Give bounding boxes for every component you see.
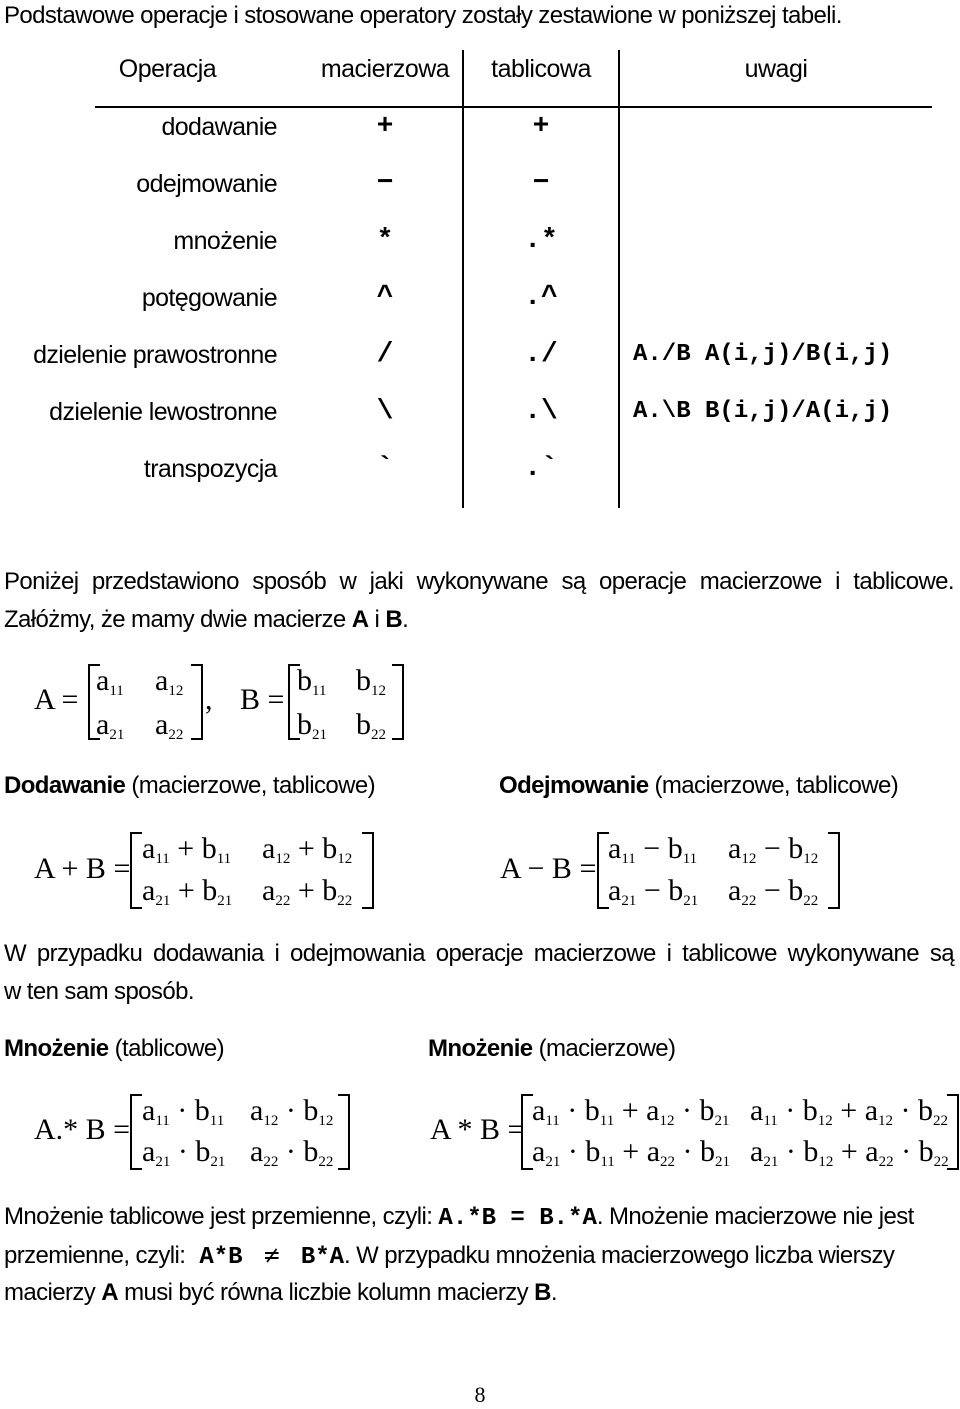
table-divider (618, 50, 620, 508)
subtraction-heading: Odejmowanie (macierzowe, tablicowe) (499, 772, 899, 799)
para-text: Załóżmy, że mamy dwie macierze (4, 606, 352, 633)
matrix-mul-cell: $a_{21} \cdot b_{12} + a_{22} \cdot b_{22}$ (750, 1135, 949, 1170)
matrix-mul-cell: $a_{11} \cdot b_{11} + a_{12} \cdot b_{21}$ (532, 1094, 730, 1129)
b11: $b_{11}$ (297, 664, 327, 699)
para-2-line-2: w ten sam sposób. (4, 978, 194, 1005)
matrix-a-ref: A (351, 606, 369, 633)
page-number: 8 (474, 1382, 486, 1407)
array-operator: .* (524, 225, 558, 256)
subtraction-cell: $a_{21} - b_{21}$ (608, 874, 699, 909)
a11: $a_{11}$ (96, 664, 124, 699)
para-3-line-1: Mnożenie tablicowe jest przemienne, czyli: A.*B = B.*A. Mnożenie macierzowe nie jest (4, 1203, 914, 1232)
array-operator: .` (524, 453, 558, 484)
array-mul-cell: $a_{11} \cdot b_{11}$ (142, 1094, 225, 1129)
operators-table (0, 0, 960, 520)
subtraction-lhs: A − B = (500, 852, 597, 885)
matrix-operator: ` (376, 453, 394, 484)
left-bracket (130, 1094, 142, 1170)
matrix-operator: ^ (376, 282, 394, 313)
a21: $a_{21}$ (96, 708, 125, 743)
right-bracket (191, 664, 203, 740)
matrix-operator: * (376, 225, 394, 256)
right-bracket (392, 664, 404, 740)
a12: $a_{12}$ (155, 664, 184, 699)
b12: $b_{12}$ (356, 664, 386, 699)
addition-cell: $a_{12} + b_{12}$ (262, 832, 353, 867)
matrix-mul-lhs: A * B = (430, 1113, 525, 1146)
right-bracket (338, 1094, 350, 1170)
matrix-mul-cell: $a_{21} \cdot b_{11} + a_{22} \cdot b_{21}$ (532, 1135, 731, 1170)
array-mul-cell: $a_{21} \cdot b_{21}$ (142, 1135, 226, 1170)
table-header-array: tablicowa (491, 55, 591, 83)
array-mul-cell: $a_{22} \cdot b_{22}$ (250, 1135, 334, 1170)
operation-name: mnożenie (173, 227, 277, 255)
array-operator: − (532, 168, 550, 199)
matrix-mul-cell: $a_{11} \cdot b_{12} + a_{12} \cdot b_{22}$ (750, 1094, 949, 1129)
operator-note: A./B A(i,j)/B(i,j) (633, 341, 893, 368)
operation-name: potęgowanie (141, 284, 277, 312)
left-bracket (130, 832, 142, 909)
b21: $b_{21}$ (297, 708, 327, 743)
para-text: . (402, 606, 409, 633)
subtraction-cell: $a_{22} - b_{22}$ (728, 874, 819, 909)
b22: $b_{22}$ (356, 708, 386, 743)
subtraction-cell: $a_{11} - b_{11}$ (608, 832, 698, 867)
array-operator: .\ (524, 396, 558, 427)
para-2-line-1: W przypadku dodawania i odejmowania operacje macierzowe i tablicowe wykonywane są (4, 940, 954, 967)
code-ba: B*A (300, 1244, 345, 1271)
para-3-line-2: przemienne, czyli: A*B ≠ B*A. W przypadku mnożenia macierzowego liczba wierszy (4, 1241, 895, 1271)
comma: , (205, 683, 213, 716)
operation-name: dzielenie lewostronne (49, 398, 277, 426)
matrix-b-ref: B (385, 606, 403, 633)
para-1-line-2 (4, 606, 408, 634)
addition-lhs: A + B = (34, 852, 131, 885)
para-3-line-3: macierzy A musi być równa liczbie kolumn macierzy B. (4, 1279, 557, 1306)
array-operator: + (532, 111, 550, 142)
operation-name: dodawanie (161, 113, 277, 141)
matrix-operator: + (376, 111, 394, 142)
right-bracket (828, 832, 840, 909)
matrix-b-lhs: B = (240, 683, 285, 716)
addition-heading: Dodawanie (macierzowe, tablicowe) (4, 772, 375, 799)
matrix-operator: − (376, 168, 394, 199)
matrix-operator: / (376, 339, 394, 370)
addition-cell: $a_{21} + b_{21}$ (142, 874, 233, 909)
operation-name: odejmowanie (136, 170, 277, 198)
matrix-operator: \ (376, 396, 394, 427)
para-1-line-1: Poniżej przedstawiono sposób w jaki wykonywane są operacje macierzowe i tablicowe. (4, 568, 954, 595)
operation-name: transpozycja (143, 455, 277, 483)
array-operator: .^ (524, 282, 558, 313)
intro-text: Podstawowe operacje i stosowane operatory zostały zestawione w poniższej tabeli. (4, 2, 842, 29)
operator-note: A.\B B(i,j)/A(i,j) (633, 398, 893, 425)
array-mul-lhs: A.* B = (34, 1113, 131, 1146)
matrix-mul-heading: Mnożenie (macierzowe) (428, 1035, 676, 1062)
table-header-operation: Operacja (118, 55, 217, 83)
a22: $a_{22}$ (155, 708, 184, 743)
array-mul-cell: $a_{12} \cdot b_{12}$ (250, 1094, 334, 1129)
code-array-commutative: A.*B = B.*A (438, 1205, 597, 1232)
not-equal-sign: ≠ (262, 1241, 281, 1269)
table-header-matrix: macierzowa (320, 55, 450, 83)
table-header-rule (95, 106, 932, 108)
right-bracket (947, 1094, 959, 1170)
addition-cell: $a_{22} + b_{22}$ (262, 874, 353, 909)
array-operator: ./ (524, 339, 558, 370)
code-ab: A*B (199, 1244, 243, 1271)
addition-cell: $a_{11} + b_{11}$ (142, 832, 232, 867)
right-bracket (362, 832, 374, 909)
matrix-a-lhs: A = (34, 683, 79, 716)
table-header-notes: uwagi (744, 55, 808, 83)
array-mul-heading: Mnożenie (tablicowe) (4, 1035, 225, 1062)
para-text: i (368, 606, 386, 633)
subtraction-cell: $a_{12} - b_{12}$ (728, 832, 819, 867)
operation-name: dzielenie prawostronne (33, 341, 277, 369)
